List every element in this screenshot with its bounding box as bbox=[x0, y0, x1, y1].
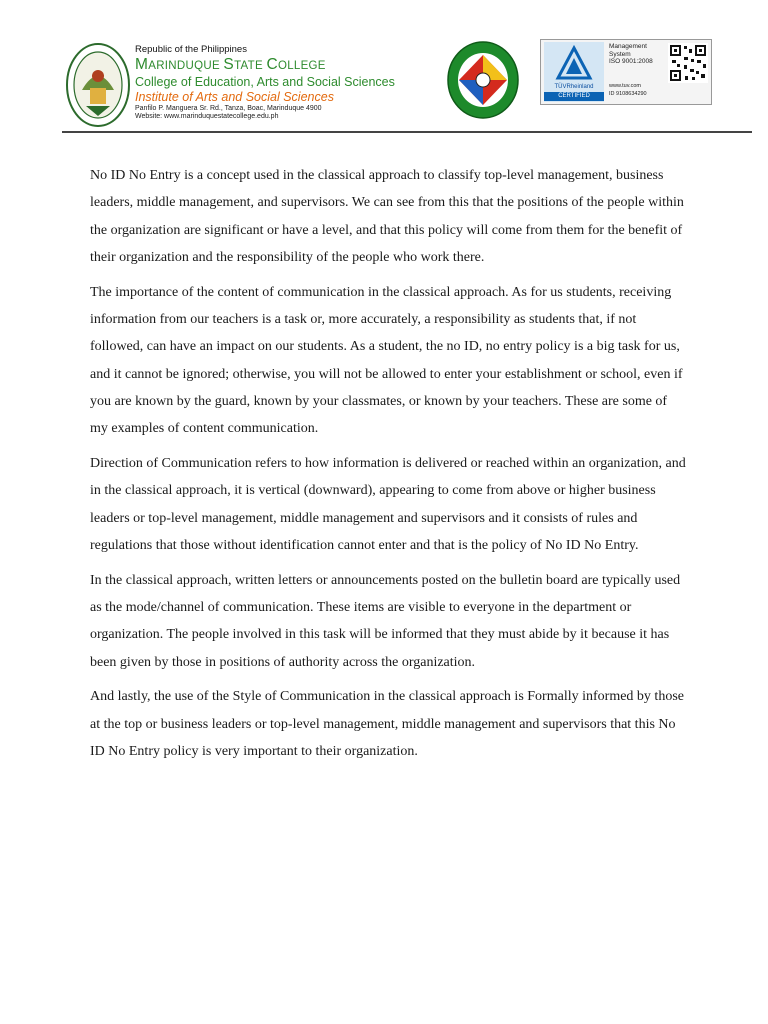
tuv-name: TÜVRheinland bbox=[554, 84, 594, 90]
institute-name: Institute of Arts and Social Sciences bbox=[135, 90, 334, 104]
certified-label: CERTIFIED bbox=[544, 92, 604, 101]
tuv-triangle-icon bbox=[544, 42, 604, 86]
document-body bbox=[90, 162, 686, 773]
college-name: MARINDUQUE STATE COLLEGE bbox=[135, 56, 326, 73]
website-line: Website: www.marinduquestatecollege.edu.ph bbox=[135, 113, 279, 120]
school-name-block bbox=[135, 44, 435, 121]
paragraph-1: No ID No Entry is a concept used in the classical approach to classify top-level management, business leaders, middle management, and supervisors. We can see from this that the positions of the people within the organization are significant or have a level, and that this policy will come from them for the benefit of their organization and the responsibility of the people who work there. bbox=[90, 168, 684, 265]
address-line: Panfilo P. Manguera Sr. Rd., Tanza, Boac, Marinduque 4900 bbox=[135, 105, 322, 112]
header-divider bbox=[62, 131, 752, 133]
college-division: College of Education, Arts and Social Sciences bbox=[135, 75, 395, 89]
college-seal-icon bbox=[66, 42, 130, 128]
qr-code-icon bbox=[668, 43, 708, 83]
paragraph-5: And lastly, the use of the Style of Communication in the classical approach is Formally informed by those at the top or business leaders or top-level management, middle management and supervisors that this No ID No Entry policy is very important to their organization. bbox=[90, 689, 684, 759]
cert-info: Management System ISO 9001:2008 www.tuv.com ID 9108634290 bbox=[609, 43, 653, 97]
paragraph-2: The importance of the content of communication in the classical approach. As for us students, receiving information from our teachers is a task or, more accurately, a responsibility as students that, if not followed, can have an impact on our students. As a student, the no ID, no entry policy is a big task for us, and it cannot be ignored; otherwise, you will not be allowed to enter your establishment or school, even if you are known by the guard, known by your classmates, or known by your teachers. These are some of my examples of content communication. bbox=[90, 284, 683, 437]
paragraph-4: In the classical approach, written letters or announcements posted on the bulletin board are typically used as the mode/channel of communication. These items are visible to everyone in the department or organization. The people involved in this task will be informed that they must abide by it because it has been given by those in positions of authority across the organization. bbox=[90, 572, 681, 670]
letterhead bbox=[0, 0, 768, 140]
paragraph-3: Direction of Communication refers to how information is delivered or reached within an organization, and in the classical approach, it is vertical (downward), appearing to come from above or higher business leaders or top-level management, middle management and supervisors and it consists of rules and regulations that those without identification cannot enter and that is the policy of No ID No Entry. bbox=[90, 455, 686, 553]
institute-seal-icon bbox=[447, 41, 519, 119]
republic-line: Republic of the Philippines bbox=[135, 44, 247, 55]
iso-certification-badge bbox=[540, 39, 712, 105]
